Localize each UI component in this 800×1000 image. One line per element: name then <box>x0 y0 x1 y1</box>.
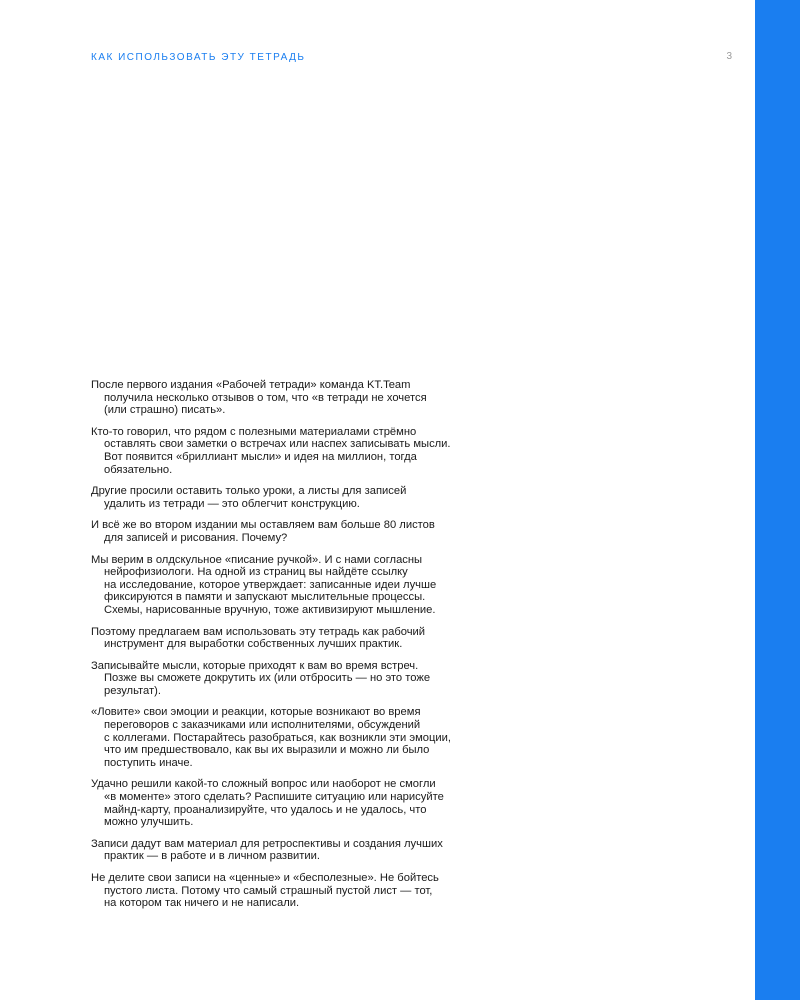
paragraph: Поэтому предлагаем вам использовать эту тетрадь как рабочий инструмент для выработки собственных лучших практик. <box>91 625 426 651</box>
paragraph: Записи дадут вам материал для ретроспективы и создания лучших практик — в работе и в личном развитии. <box>91 837 443 863</box>
paragraph: Не делите свои записи на «ценные» и «бесполезные». Не бойтесь пустого листа. Потому что самый страшный пустой лист — тот, на котором так ничего и не написали. <box>91 872 439 910</box>
paragraph: Удачно решили какой-то сложный вопрос или наоборот не смогли «в моменте» этого сделать? Распишите ситуацию или нарисуйте майнд-карту, проанализируйте, что удалось и не удалось, что можно улучшить. <box>91 778 444 829</box>
page-number: 3 <box>726 51 732 62</box>
paragraph: Кто-то говорил, что рядом с полезными материалами стрёмно оставлять свои заметки о встречах или наспех записывать мысли. Вот появится «бриллиант мысли» и идея на миллион, тогда обязательно. <box>91 425 451 476</box>
paragraph: И всё же во втором издании мы оставляем вам больше 80 листов для записей и рисования. Почему? <box>91 519 435 544</box>
paragraph: Записывайте мысли, которые приходят к вам во время встреч. Позже вы сможете докрутить их (или отбросить — но это тоже результат). <box>91 659 431 697</box>
paragraph: Мы верим в олдскульное «писание ручкой». И с нами согласны нейрофизиологи. На одной из страниц вы найдёте ссылку на исследование, которое утверждает: записанные идеи лучше фиксируются в памяти и запускают мыслительные процессы. Схемы, нарисованные вручную, тоже активизируют мышление. <box>91 553 437 616</box>
section-title: КАК ИСПОЛЬЗОВАТЬ ЭТУ ТЕТРАДЬ <box>91 52 306 63</box>
side-accent-bar <box>755 0 800 1000</box>
body-text <box>91 379 511 919</box>
paragraph: Другие просили оставить только уроки, а листы для записей удалить из тетради — это облегчит конструкцию. <box>91 485 407 510</box>
paragraph: «Ловите» свои эмоции и реакции, которые возникают во время переговоров с заказчиками или исполнителями, обсуждений с коллегами. Постарайтесь разобраться, как возникли эти эмоции, что им предшествовало, как вы их выразили и можно ли было поступить иначе. <box>91 706 452 769</box>
paragraph: После первого издания «Рабочей тетради» команда KT.Team получила несколько отзывов о том, что «в тетради не хочется (или страшно) писать». <box>91 379 427 417</box>
